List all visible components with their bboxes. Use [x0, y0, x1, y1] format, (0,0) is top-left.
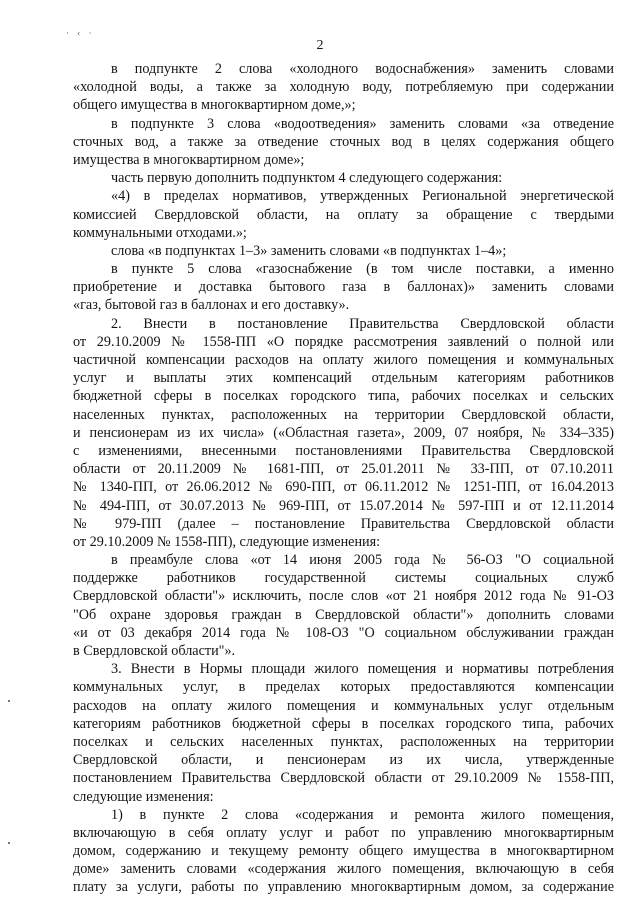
text-line: в подпункте 2 слова «холодного водоснабжения» заменить словами [111, 61, 614, 77]
text-line: поддержке работников государственной системы социальных служб [73, 570, 614, 587]
text-line: и пенсионерам из их числа» («Областная газета», 2009, 07 ноября, № 334–335) [73, 424, 614, 441]
text-line: «газ, бытовой газ в баллонах и его доставку». [73, 297, 350, 314]
text-line: коммунальных услуг, в пределах которых предоставляются компенсации [73, 679, 614, 696]
text-line: 3. Внести в Нормы площади жилого помещения и нормативы потребления [111, 661, 614, 678]
text-line: постановлением Правительства Свердловской области от 29.10.2009 № 1558-ПП, [73, 770, 614, 787]
text-line: «холодной воды, а также за холодную воду, потребляемую при содержании [73, 79, 614, 96]
text-line: № 1340-ПП, от 26.06.2012 № 690-ПП, от 06.11.2012 № 1251-ПП, от 16.04.2013 [73, 479, 614, 496]
text-line: плату за услуги, работы по управлению многоквартирным домом, за содержание [73, 879, 614, 896]
text-line: в Свердловской области"». [73, 643, 236, 659]
scan-mark: · ‹ · [66, 28, 95, 38]
text-line: области от 20.11.2009 № 1681-ПП, от 25.01.2011 № 33-ПП, от 07.10.2011 [73, 461, 614, 478]
text-line: услуг и выплаты этих компенсаций отдельным категориям работников [73, 370, 614, 387]
text-line: № 494-ПП, от 30.07.2013 № 969-ПП, от 15.07.2014 № 597-ПП и от 12.11.2014 [73, 497, 614, 514]
text-line: категориям работников бюджетной сферы в поселках городского типа, рабочих [73, 715, 614, 732]
text-line: от 29.10.2009 № 1558-ПП «О порядке рассмотрения заявлений о полной или [73, 333, 614, 350]
text-line: включающую в себя оплату услуг и работ по управлению многоквартирным [73, 824, 614, 841]
text-line: Свердловской области, и пенсионерам из их числа, утвержденные [73, 752, 614, 769]
text-line: Свердловской области"» исключить, после слов «от 21 ноября 2012 года № 91-ОЗ [73, 588, 614, 605]
text-line: слова «в подпунктах 1–3» заменить словами «в подпунктах 1–4»; [111, 242, 507, 259]
text-line: имущества в многоквартирном доме»; [73, 151, 305, 168]
text-line: доме» заменить словами «содержания жилого помещения, включающую в себя [73, 861, 614, 878]
text-line: сточных вод, а также за отведение сточных вод в целях содержания общего [73, 133, 614, 150]
text-line: «и от 03 декабря 2014 года № 108-ОЗ "О социальном обслуживании граждан [73, 624, 614, 641]
text-line: комиссией Свердловской области, на оплату за обращение с твердыми [73, 206, 614, 223]
document-body [73, 60, 614, 897]
scan-dot [8, 700, 10, 702]
text-line: с изменениями, внесенными постановлениями Правительства Свердловской [73, 442, 614, 459]
text-line: поселках и сельских населенных пунктах, расположенных на территории [73, 733, 614, 750]
text-line: приобретение и доставка бытового газа в баллонах)» заменить словами [73, 279, 614, 296]
scan-dot [8, 842, 10, 844]
text-line: бюджетной сферы в поселках городского типа, рабочих поселках и сельских [73, 388, 614, 405]
text-line: общего имущества в многоквартирном доме,»; [73, 97, 356, 114]
text-line: от 29.10.2009 № 1558-ПП), следующие изменения: [73, 533, 381, 550]
text-line: часть первую дополнить подпунктом 4 следующего содержания: [111, 170, 503, 187]
text-line: «4) в пределах нормативов, утвержденных Региональной энергетической [111, 188, 614, 205]
text-line: коммунальными отходами.»; [73, 224, 247, 241]
text-line: домом, содержанию и текущему ремонту общего имущества в многоквартирном [73, 843, 614, 860]
text-line: 2. Внести в постановление Правительства Свердловской области [111, 315, 614, 332]
text-line: в пункте 5 слова «газоснабжение (в том числе поставки, а именно [111, 261, 614, 278]
text-line: расходов на оплату жилого помещения и коммунальных услуг отдельным [73, 697, 614, 714]
text-line: в подпункте 3 слова «водоотведения» заменить словами «за отведение [111, 115, 614, 132]
text-line: частичной компенсации расходов на оплату жилого помещения и коммунальных [73, 352, 614, 368]
text-line: следующие изменения: [73, 788, 214, 805]
text-line: "Об охране здоровья граждан в Свердловской области"» дополнить словами [73, 606, 614, 623]
page-number: 2 [316, 38, 324, 53]
text-line: в преамбуле слова «от 14 июня 2005 года № 56-ОЗ "О социальной [111, 552, 614, 569]
text-line: населенных пунктах, расположенных на территории Свердловской области, [73, 406, 614, 423]
text-line: 1) в пункте 2 слова «содержания и ремонта жилого помещения, [111, 806, 614, 823]
text-line: № 979-ПП (далее – постановление Правительства Свердловской области [73, 515, 614, 532]
